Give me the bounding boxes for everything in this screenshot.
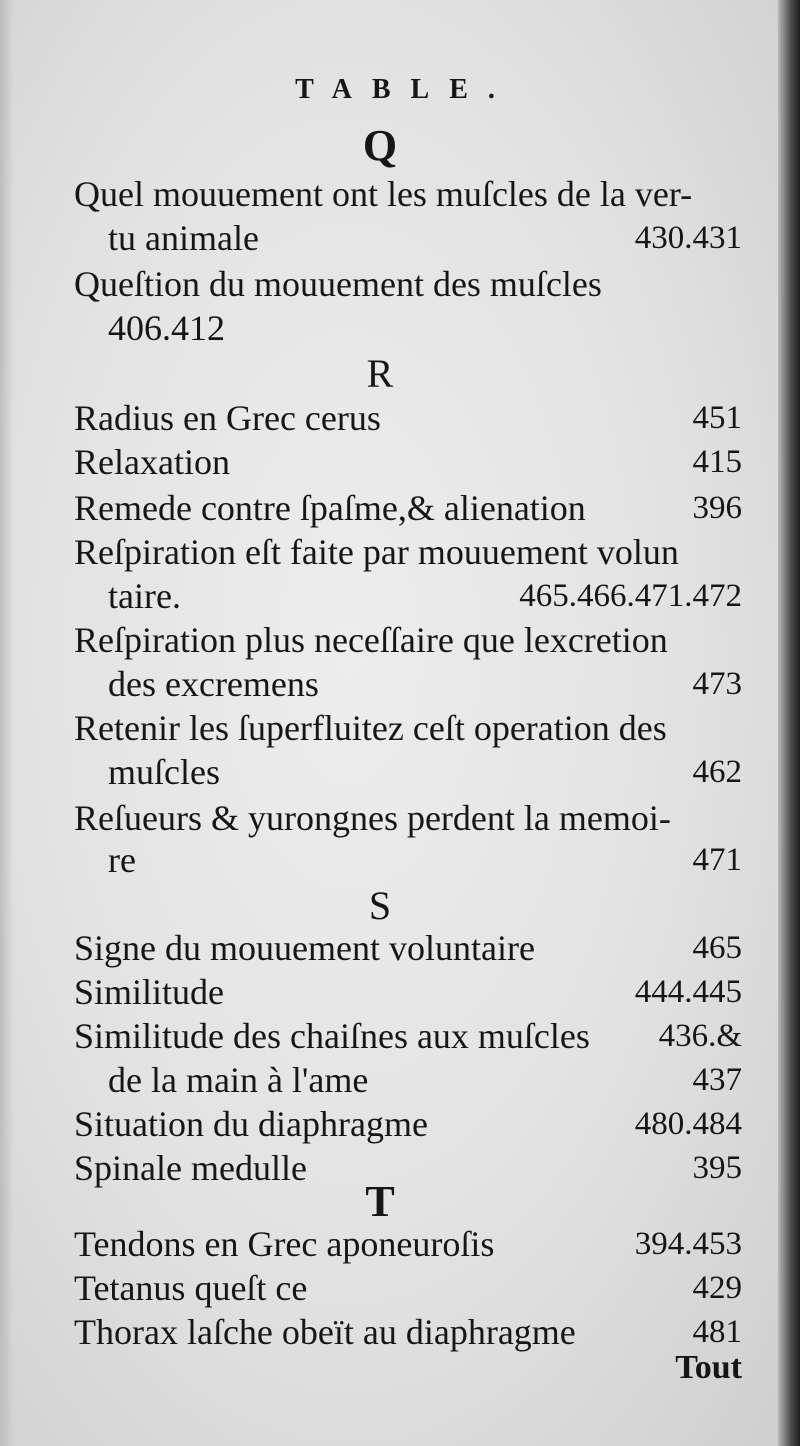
- entry-text: Reſpiration plus neceſſaire que lexcretion: [74, 620, 668, 660]
- page-reference: 462: [692, 754, 742, 790]
- entry-text: Similitude: [74, 972, 225, 1012]
- page-reference: 437: [692, 1062, 742, 1098]
- page-reference: 451: [692, 400, 742, 436]
- page-reference: 481: [692, 1314, 742, 1350]
- entry-text: tu animale: [108, 218, 259, 258]
- index-entry: [108, 838, 742, 882]
- section-letter-t: T: [365, 1177, 395, 1226]
- index-entry: [74, 396, 742, 440]
- index-entry: [74, 530, 742, 574]
- index-entry: [74, 486, 742, 530]
- entry-text: des excremens: [108, 664, 319, 704]
- index-entry: [74, 1222, 742, 1266]
- index-entry: [74, 1310, 742, 1354]
- page-reference: 465: [692, 930, 742, 966]
- index-entry: [74, 262, 742, 306]
- index-entry: [74, 172, 742, 216]
- page-reference: 465.466.471.472: [519, 578, 742, 614]
- entry-text: Similitude des chaiſnes aux muſcles: [74, 1016, 590, 1056]
- index-entry: [108, 1058, 742, 1102]
- entry-text: re: [108, 840, 136, 880]
- page-reference: 395: [692, 1150, 742, 1186]
- entry-text: Situation du diaphragme: [74, 1104, 428, 1144]
- index-entry: [74, 618, 742, 662]
- entry-text: Queſtion du mouuement des muſcles: [74, 264, 602, 304]
- entry-text: Spinale medulle: [74, 1148, 307, 1188]
- index-entry: [74, 970, 742, 1014]
- page-reference: 480.484: [634, 1106, 742, 1142]
- entry-text: Radius en Grec cerus: [74, 398, 381, 438]
- page-reference: 436.&: [658, 1018, 742, 1054]
- page-reference: 471: [692, 842, 742, 878]
- index-entry: [74, 440, 742, 484]
- section-letter-q: Q: [362, 121, 398, 170]
- page-reference: 415: [692, 444, 742, 480]
- entry-text: Relaxation: [74, 442, 230, 482]
- entry-text: Retenir les ſuperfluitez ceſt operation des: [74, 708, 667, 748]
- page-edge-shadow: [0, 0, 14, 1446]
- section-letter-s: S: [368, 883, 392, 928]
- entry-text: 406.412: [108, 308, 225, 348]
- section-letter-r: R: [366, 351, 394, 396]
- index-entry: [74, 926, 742, 970]
- page-reference: 429: [692, 1270, 742, 1306]
- index-entry: [74, 796, 742, 840]
- index-entry: [108, 750, 742, 794]
- entry-text: muſcles: [108, 752, 220, 792]
- entry-text: Signe du mouuement voluntaire: [74, 928, 535, 968]
- index-entry: [108, 662, 742, 706]
- entry-text: taire.: [108, 576, 181, 616]
- entry-text: de la main à l'ame: [108, 1060, 369, 1100]
- entry-text: Quel mouuement ont les muſcles de la ver-: [74, 174, 693, 214]
- binding-gutter: [778, 0, 800, 1446]
- catchword: Tout: [675, 1349, 742, 1386]
- entry-text: Reſpiration eſt faite par mouuement volun: [74, 532, 679, 572]
- entry-text: Remede contre ſpaſme,& alienation: [74, 488, 586, 528]
- page-header: TABLE.: [295, 74, 515, 105]
- page-reference: 444.445: [634, 974, 742, 1010]
- index-entry: [74, 706, 742, 750]
- entry-text: Tetanus queſt ce: [74, 1268, 308, 1308]
- index-entry: [74, 1014, 742, 1058]
- index-entry: [74, 1266, 742, 1310]
- entry-text: Reſueurs & yurongnes perdent la memoi-: [74, 798, 671, 838]
- page-reference: 394.453: [634, 1226, 742, 1262]
- index-entry: [108, 574, 742, 618]
- page-reference: 473: [692, 666, 742, 702]
- entry-text: Thorax laſche obeït au diaphragme: [74, 1312, 576, 1352]
- index-entry: [108, 216, 742, 260]
- page-reference: 396: [692, 490, 742, 526]
- page-reference: 430.431: [634, 220, 742, 256]
- index-entry: [108, 306, 742, 350]
- entry-text: Tendons en Grec aponeuroſis: [74, 1224, 495, 1264]
- index-entry: [74, 1102, 742, 1146]
